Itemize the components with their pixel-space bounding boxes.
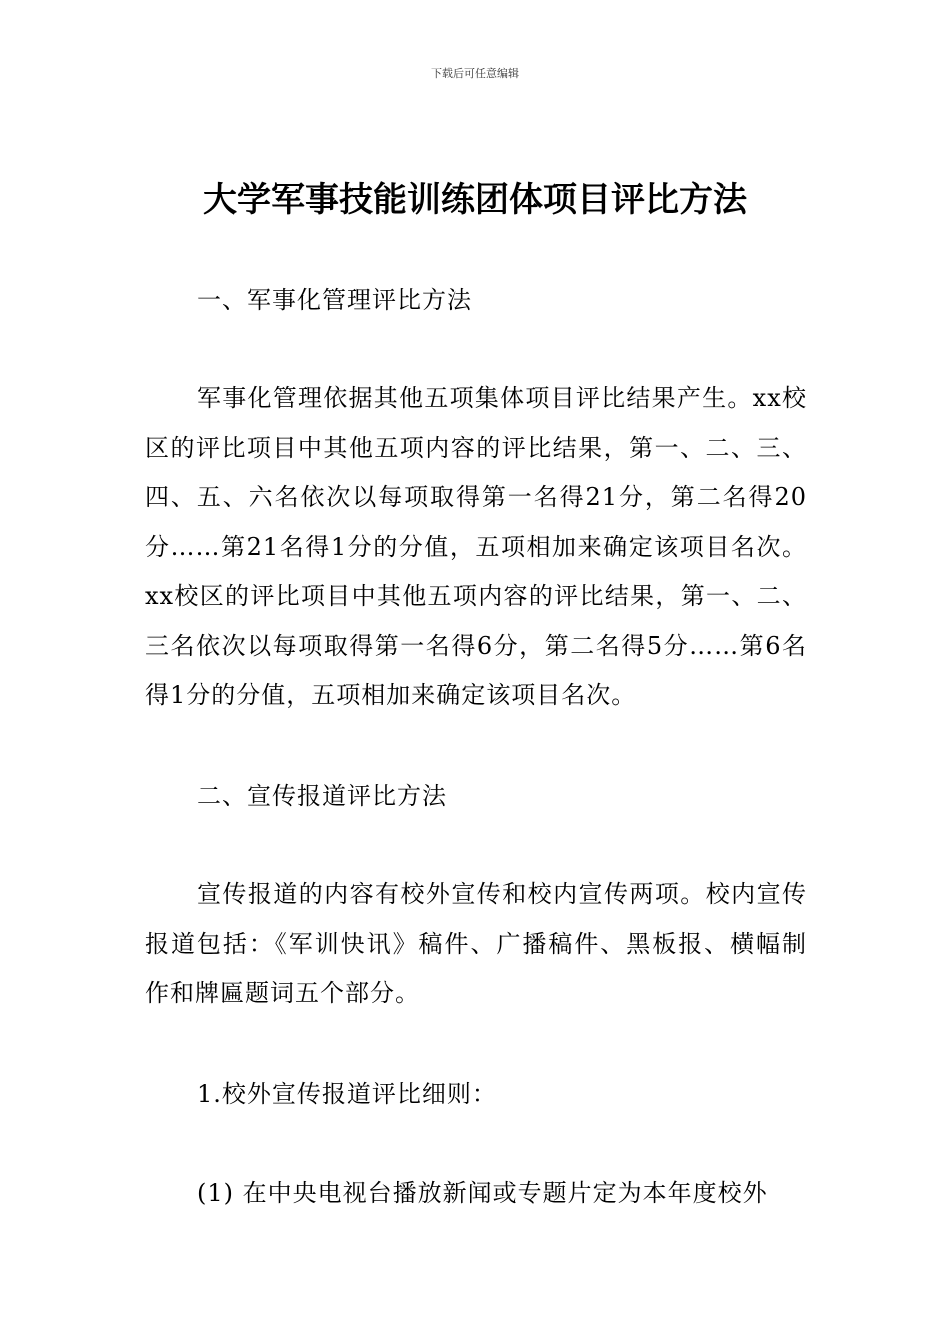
section-paragraph-2: 宣传报道的内容有校外宣传和校内宣传两项。校内宣传报道包括：《军训快讯》稿件、广播稿件、黑板报、横幅制作和牌匾题词五个部分。 (145, 880, 807, 1007)
section-heading-2: 二、宣传报道评比方法 (197, 782, 447, 810)
document-title: 大学军事技能训练团体项目评比方法 (203, 180, 747, 220)
header-note: 下载后可任意编辑 (431, 67, 519, 80)
section-heading-1: 一、军事化管理评比方法 (197, 286, 472, 314)
section-paragraph-1: 军事化管理依据其他五项集体项目评比结果产生。xx校区的评比项目中其他五项内容的评比结果，第一、二、三、四、五、六名依次以每项取得第一名得21分，第二名得20分……第21名得1分的分值，五项相加来确定该项目名次。xx校区的评比项目中其他五项内容的评比结果，第一、二、三名依次以每项取得第一名得6分，第二名得5分……第6名得1分的分值，五项相加来确定该项目名次。 (145, 384, 807, 709)
sub-heading-outreach: 1.校外宣传报道评比细则： (197, 1080, 497, 1108)
list-item-1: (1) 在中央电视台播放新闻或专题片定为本年度校外 (197, 1179, 768, 1207)
